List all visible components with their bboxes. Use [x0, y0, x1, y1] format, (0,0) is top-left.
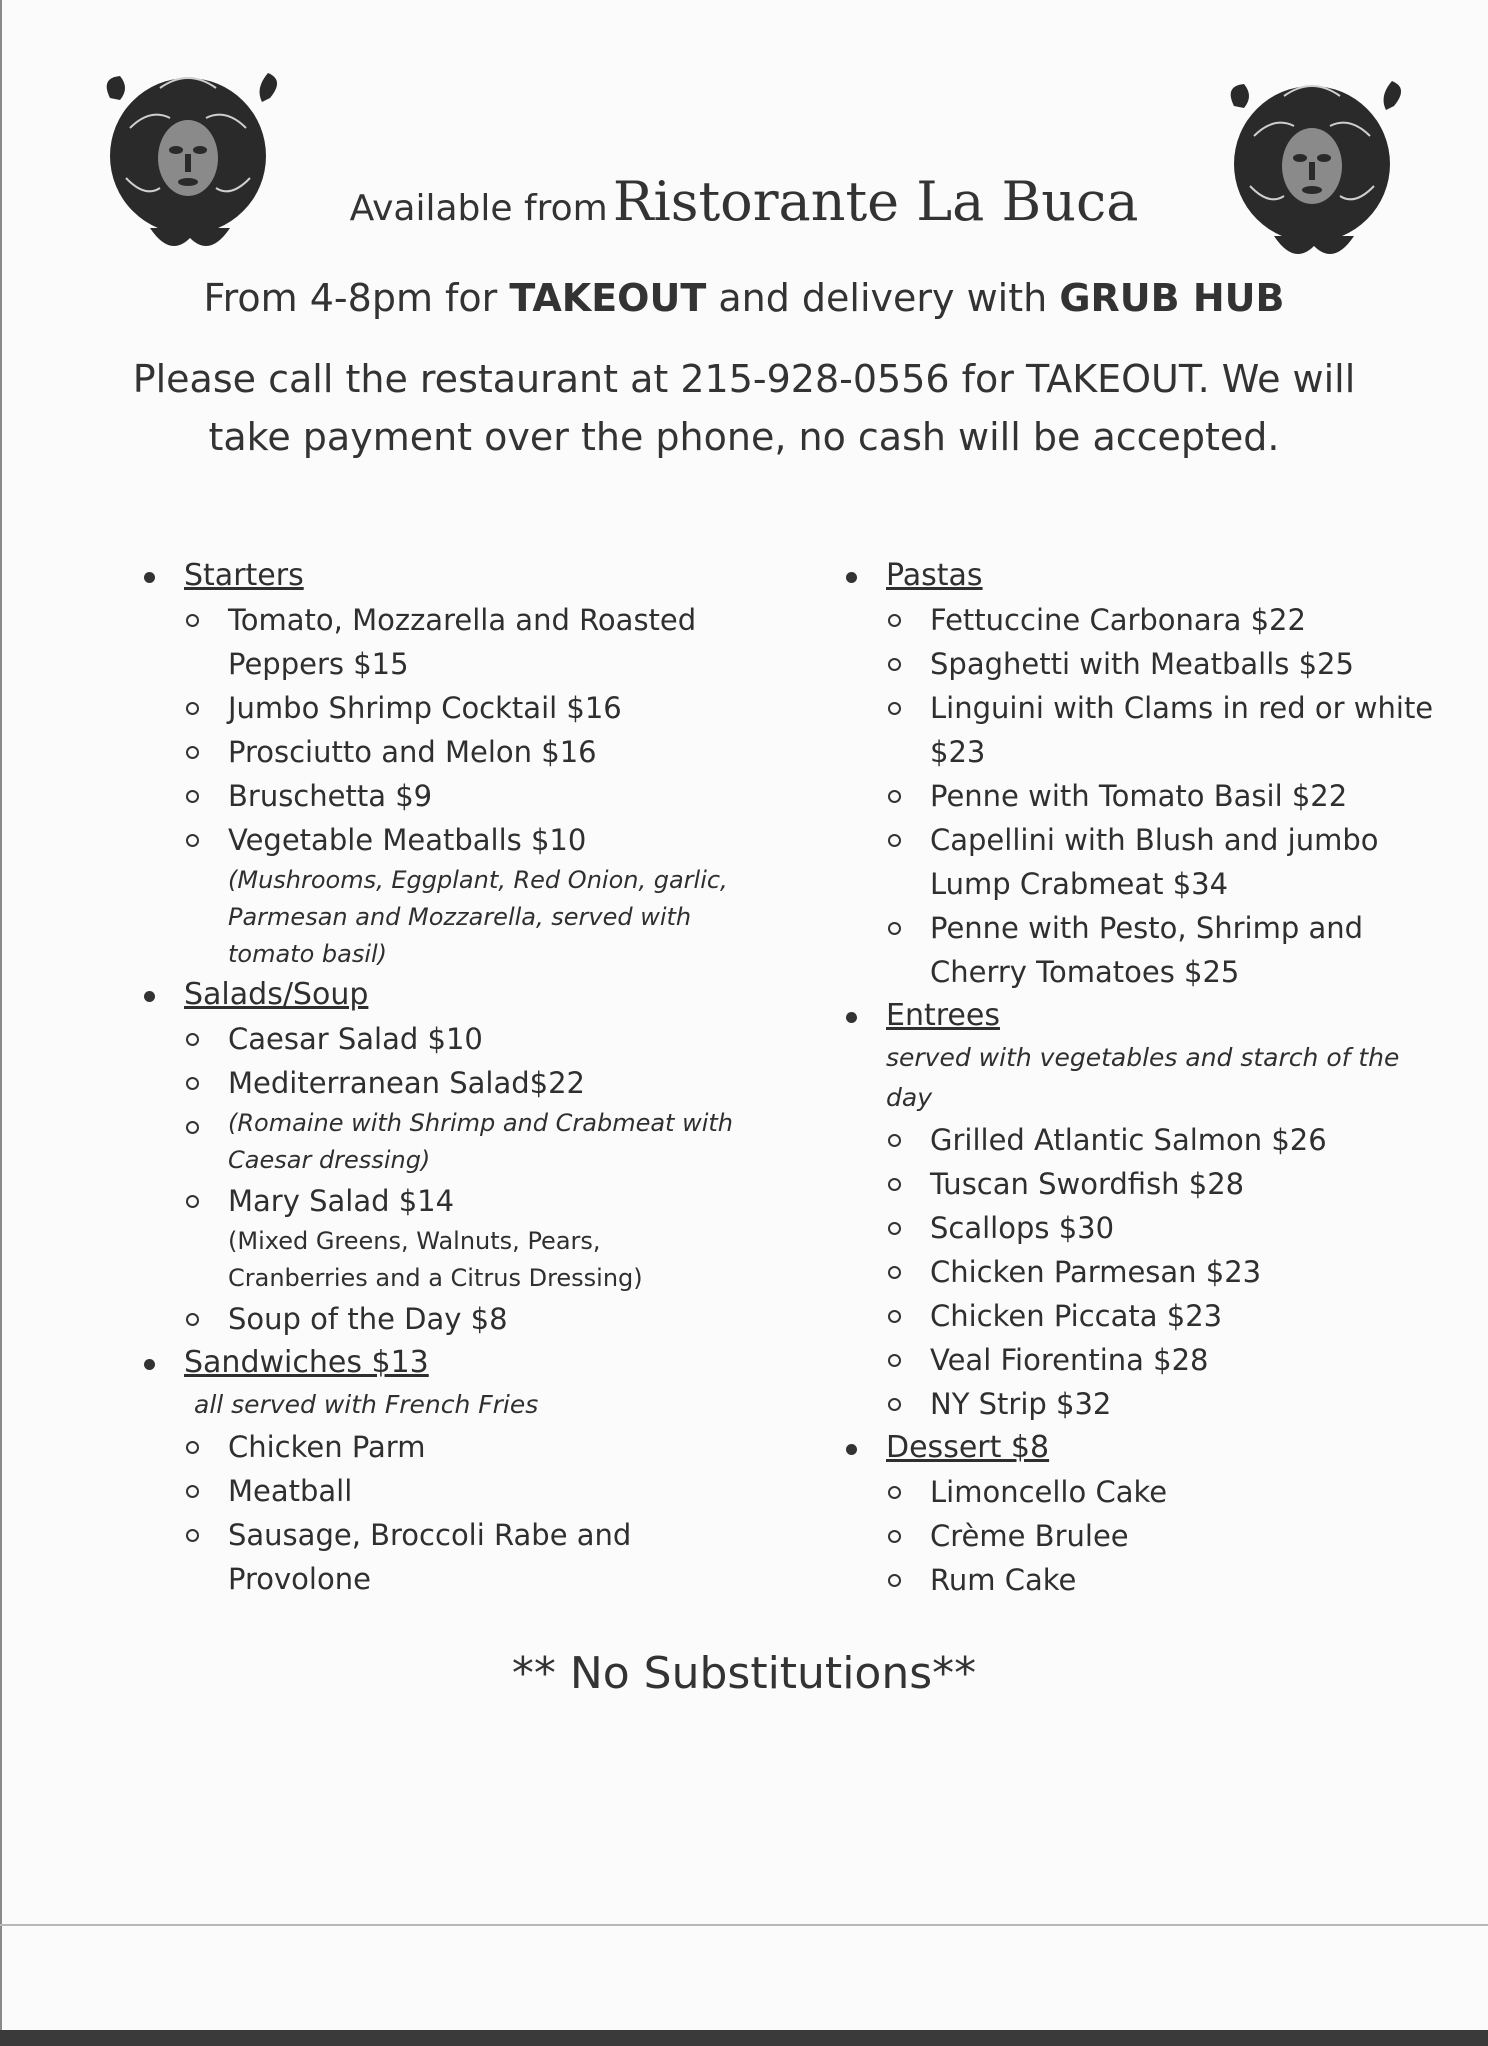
circle-bullet-icon — [186, 1441, 199, 1454]
section-starters — [140, 554, 740, 973]
section-title: Pastas — [886, 558, 983, 593]
list-item: Tomato, Mozzarella and Roasted Peppers $15 — [228, 598, 740, 686]
list-item: Jumbo Shrimp Cocktail $16 — [228, 686, 740, 730]
list-item: Spaghetti with Meatballs $25 — [930, 642, 1442, 686]
item-list — [886, 598, 1442, 994]
section-entrees — [842, 994, 1442, 1426]
section-sandwiches — [140, 1341, 740, 1601]
green-man-face-icon — [1214, 66, 1414, 266]
list-item: Crème Brulee — [930, 1514, 1442, 1558]
item-description: (Mixed Greens, Walnuts, Pears, Cranberries and a Citrus Dressing) — [228, 1227, 643, 1292]
hours-line — [0, 276, 1488, 320]
list-item: Rum Cake — [930, 1558, 1442, 1602]
bullet-icon — [846, 572, 857, 583]
circle-bullet-icon — [888, 1178, 901, 1191]
call-line-1: Please call the restaurant at 215-928-0556 for TAKEOUT. We will — [132, 357, 1356, 401]
menu-column-right — [842, 554, 1442, 1602]
circle-bullet-icon — [888, 1222, 901, 1235]
menu-column-left — [140, 554, 740, 1601]
section-title: Sandwiches $13 — [184, 1345, 429, 1380]
circle-bullet-icon — [888, 658, 901, 671]
list-item: Chicken Piccata $23 — [930, 1294, 1442, 1338]
section-note: all served with French Fries — [194, 1390, 539, 1419]
bullet-icon — [846, 1444, 857, 1455]
no-substitutions-note: ** No Substitutions** — [511, 1648, 977, 1699]
list-item: Prosciutto and Melon $16 — [228, 730, 740, 774]
bullet-icon — [144, 572, 155, 583]
list-item: Linguini with Clams in red or white $23 — [930, 686, 1442, 774]
circle-bullet-icon — [186, 1033, 199, 1046]
hours-prefix: From 4-8pm for — [203, 276, 498, 320]
scan-edge — [0, 2030, 1488, 2046]
bullet-icon — [144, 991, 155, 1002]
circle-bullet-icon — [186, 1485, 199, 1498]
circle-bullet-icon — [186, 746, 199, 759]
circle-bullet-icon — [186, 1121, 199, 1134]
list-item: Meatball — [228, 1469, 740, 1513]
circle-bullet-icon — [186, 702, 199, 715]
section-title: Salads/Soup — [184, 977, 369, 1012]
item-description: (Mushrooms, Eggplant, Red Onion, garlic, Parmesan and Mozzarella, served with tomato basil) — [228, 866, 728, 968]
restaurant-name: Ristorante La Buca — [612, 170, 1139, 233]
item-list — [184, 1425, 740, 1601]
section-title: Dessert $8 — [886, 1430, 1050, 1465]
item-list — [886, 1470, 1442, 1602]
grubhub-label: GRUB HUB — [1059, 276, 1285, 320]
circle-bullet-icon — [186, 790, 199, 803]
list-item: Caesar Salad $10 — [228, 1017, 740, 1061]
circle-bullet-icon — [186, 1313, 199, 1326]
list-item: Limoncello Cake — [930, 1470, 1442, 1514]
list-item: Fettuccine Carbonara $22 — [930, 598, 1442, 642]
section-pastas — [842, 554, 1442, 994]
circle-bullet-icon — [186, 1077, 199, 1090]
item-list — [184, 1017, 740, 1341]
circle-bullet-icon — [186, 1195, 199, 1208]
call-line-2: take payment over the phone, no cash will be accepted. — [208, 415, 1280, 459]
circle-bullet-icon — [888, 1398, 901, 1411]
circle-bullet-icon — [186, 1529, 199, 1542]
section-salads — [140, 973, 740, 1341]
circle-bullet-icon — [888, 1266, 901, 1279]
section-dessert — [842, 1426, 1442, 1602]
section-title: Entrees — [886, 998, 1000, 1033]
circle-bullet-icon — [888, 614, 901, 627]
list-item: Penne with Pesto, Shrimp and Cherry Tomatoes $25 — [930, 906, 1442, 994]
circle-bullet-icon — [888, 1354, 901, 1367]
circle-bullet-icon — [186, 834, 199, 847]
circle-bullet-icon — [888, 834, 901, 847]
list-item: Penne with Tomato Basil $22 — [930, 774, 1442, 818]
circle-bullet-icon — [888, 1310, 901, 1323]
item-list — [184, 598, 740, 973]
circle-bullet-icon — [888, 1574, 901, 1587]
list-item: Veal Fiorentina $28 — [930, 1338, 1442, 1382]
title-prefix: Available from — [349, 188, 608, 229]
list-item: Chicken Parm — [228, 1425, 740, 1469]
circle-bullet-icon — [888, 922, 901, 935]
list-item: Mary Salad $14 (Mixed Greens, Walnuts, Pears, Cranberries and a Citrus Dressing) — [228, 1179, 740, 1297]
circle-bullet-icon — [186, 614, 199, 627]
list-item: NY Strip $32 — [930, 1382, 1442, 1426]
circle-bullet-icon — [888, 1486, 901, 1499]
list-item: Bruschetta $9 — [228, 774, 740, 818]
scan-edge — [0, 1924, 1488, 1926]
bullet-icon — [846, 1012, 857, 1023]
circle-bullet-icon — [888, 702, 901, 715]
list-item: Tuscan Swordfish $28 — [930, 1162, 1442, 1206]
list-item: Mediterranean Salad$22 — [228, 1061, 740, 1105]
circle-bullet-icon — [888, 790, 901, 803]
circle-bullet-icon — [888, 1530, 901, 1543]
list-item: Soup of the Day $8 — [228, 1297, 740, 1341]
section-title: Starters — [184, 558, 304, 593]
list-item: (Romaine with Shrimp and Crabmeat with Caesar dressing) — [228, 1105, 740, 1179]
circle-bullet-icon — [888, 1134, 901, 1147]
list-item: Sausage, Broccoli Rabe and Provolone — [228, 1513, 740, 1601]
item-list — [886, 1118, 1442, 1426]
hours-middle: and delivery with — [718, 276, 1048, 320]
list-item: Capellini with Blush and jumbo Lump Crabmeat $34 — [930, 818, 1442, 906]
list-item: Vegetable Meatballs $10 (Mushrooms, Eggplant, Red Onion, garlic, Parmesan and Mozzarella, served with tomato basil) — [228, 818, 740, 973]
page-title — [0, 170, 1488, 233]
section-note: served with vegetables and starch of the day — [886, 1043, 1400, 1112]
list-item: Scallops $30 — [930, 1206, 1442, 1250]
list-item: Grilled Atlantic Salmon $26 — [930, 1118, 1442, 1162]
list-item: Chicken Parmesan $23 — [930, 1250, 1442, 1294]
takeout-label: TAKEOUT — [509, 276, 707, 320]
bullet-icon — [144, 1359, 155, 1370]
call-instructions — [0, 350, 1488, 466]
